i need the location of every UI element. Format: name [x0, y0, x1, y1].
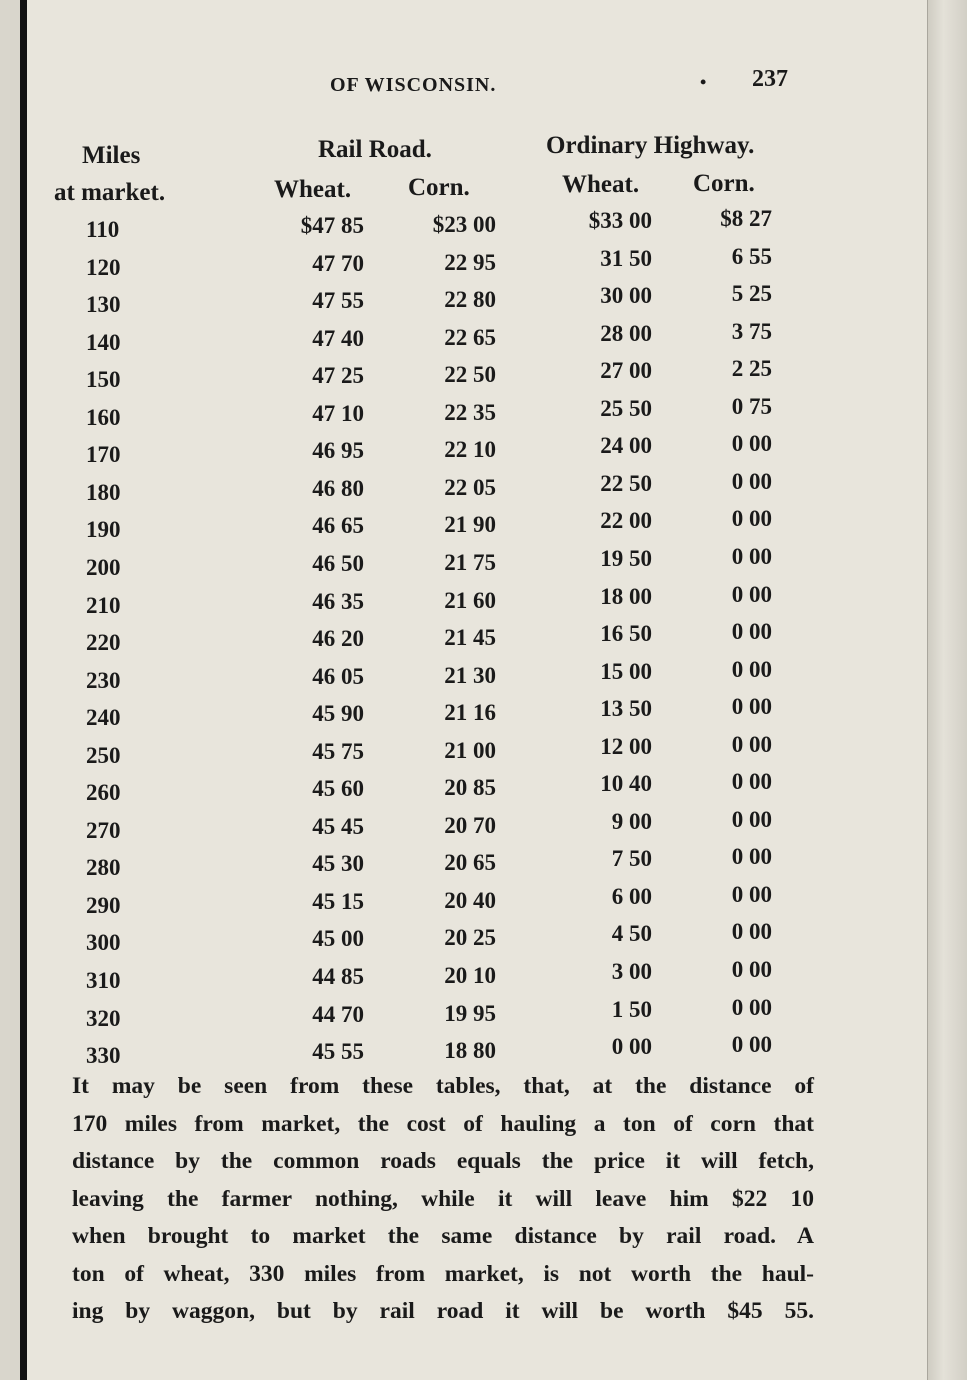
rr-wheat-cell: 47 70 [312, 250, 364, 276]
rail-road-header: Rail Road. [318, 136, 432, 163]
hw-corn-cell: 0 00 [731, 431, 772, 457]
hw-wheat-cell: 10 40 [600, 771, 652, 797]
rr-wheat-cell: $47 85 [300, 213, 364, 238]
miles-cell: 230 [86, 667, 121, 693]
hw-wheat-cell: 28 00 [600, 320, 652, 346]
rr-corn-cell: 22 35 [444, 399, 496, 425]
rr-corn-cell: 22 80 [444, 287, 496, 313]
hw-wheat-cell: 22 00 [600, 508, 652, 534]
page-edge [927, 0, 967, 1380]
hw-corn-cell: 6 55 [731, 243, 772, 269]
rr-corn-cell: 18 80 [444, 1038, 496, 1064]
hw-wheat-cell: 12 00 [600, 733, 652, 759]
rr-corn-cell: 20 25 [444, 925, 496, 951]
hw-wheat-cell: 0 00 [611, 1034, 652, 1060]
miles-cell: 290 [86, 892, 121, 918]
running-head: OF WISCONSIN. [330, 74, 497, 96]
hw-wheat-cell: 22 50 [600, 470, 652, 496]
rr-corn-cell: 21 75 [444, 549, 496, 575]
rr-wheat-cell: 47 25 [312, 363, 364, 389]
hw-wheat-cell: 18 00 [600, 583, 652, 609]
hw-corn-cell: 0 00 [731, 1032, 772, 1058]
hw-corn-cell: 0 00 [731, 656, 772, 682]
rr-wheat-cell: 45 45 [312, 813, 364, 839]
rr-corn-cell: 20 10 [444, 963, 496, 988]
hw-wheat-cell: 27 00 [600, 358, 652, 384]
miles-cell: 240 [86, 705, 121, 731]
miles-cell: 330 [86, 1043, 121, 1069]
miles-cell: 300 [86, 930, 121, 956]
miles-cell: 190 [86, 517, 121, 543]
rr-wheat-cell: 45 15 [312, 888, 364, 914]
rr-wheat-cell: 45 90 [312, 701, 364, 727]
rr-corn-cell: 22 05 [444, 474, 496, 500]
paragraph-line: It may be seen from these tables, that, at the distance of [72, 1073, 814, 1099]
rr-corn-header: Corn. [408, 174, 470, 201]
hw-wheat-cell: 7 50 [611, 846, 652, 872]
rr-wheat-cell: 47 55 [312, 288, 364, 314]
hw-corn-cell: 0 00 [731, 957, 772, 982]
hw-wheat-cell: 3 00 [611, 959, 652, 984]
hw-wheat-cell: 31 50 [600, 245, 652, 271]
rr-wheat-cell: 47 10 [312, 400, 364, 426]
rr-wheat-cell: 46 65 [312, 513, 364, 539]
rr-corn-cell: 21 30 [444, 662, 496, 688]
rr-corn-cell: 20 65 [444, 850, 496, 876]
rr-corn-cell: $23 00 [432, 212, 496, 237]
hw-wheat-cell: 1 50 [611, 996, 652, 1022]
highway-header: Ordinary Highway. [546, 132, 755, 159]
rr-wheat-cell: 45 30 [312, 851, 364, 877]
miles-cell: 140 [86, 329, 121, 355]
hw-corn-cell: 0 00 [731, 881, 772, 907]
miles-cell: 120 [86, 254, 121, 280]
hw-wheat-cell: 30 00 [600, 283, 652, 309]
miles-cell: 150 [86, 367, 121, 393]
miles-cell: 110 [86, 217, 120, 242]
hw-wheat-cell: 19 50 [600, 545, 652, 571]
rr-wheat-cell: 46 80 [312, 475, 364, 501]
rr-corn-cell: 22 65 [444, 324, 496, 350]
miles-cell: 310 [86, 968, 121, 993]
hw-wheat-cell: $33 00 [588, 208, 652, 233]
rr-corn-cell: 22 50 [444, 362, 496, 388]
rr-wheat-cell: 46 50 [312, 550, 364, 576]
rr-wheat-cell: 46 20 [312, 626, 364, 652]
rr-wheat-cell: 44 70 [312, 1001, 364, 1027]
page-number: 237 [752, 66, 788, 92]
hw-corn-cell: 0 00 [731, 468, 772, 494]
rr-corn-cell: 22 10 [444, 437, 496, 463]
hw-corn-cell: 0 00 [731, 581, 772, 607]
rr-wheat-cell: 47 40 [312, 325, 364, 351]
hw-wheat-cell: 6 00 [611, 883, 652, 909]
hw-corn-cell: 5 25 [731, 281, 772, 307]
rr-corn-cell: 21 90 [444, 512, 496, 538]
hw-corn-cell: 2 25 [731, 356, 772, 382]
hw-corn-header: Corn. [693, 170, 755, 197]
hw-corn-cell: 0 00 [731, 844, 772, 870]
hw-corn-cell: 0 00 [731, 619, 772, 645]
rr-wheat-cell: 46 35 [312, 588, 364, 614]
paragraph-line: leaving the farmer nothing, while it will leave him $22 10 [72, 1185, 814, 1212]
hw-corn-cell: 0 00 [731, 694, 772, 720]
printer-mark: • [700, 72, 707, 92]
rr-wheat-cell: 46 05 [312, 663, 364, 689]
miles-cell: 280 [86, 855, 121, 881]
rr-wheat-cell: 46 95 [312, 438, 364, 464]
hw-corn-cell: 0 00 [731, 769, 772, 795]
paragraph-line: ing by waggon, but by rail road it will be worth $45 55. [72, 1298, 814, 1324]
rr-corn-cell: 21 00 [444, 737, 496, 763]
hw-corn-cell: 3 75 [731, 318, 772, 344]
hw-corn-cell: 0 00 [731, 506, 772, 532]
rr-wheat-cell: 45 55 [312, 1039, 364, 1065]
hw-wheat-cell: 15 00 [600, 658, 652, 684]
rr-wheat-cell: 45 60 [312, 776, 364, 802]
miles-cell: 220 [86, 630, 121, 656]
conclusion-paragraph [72, 1068, 814, 1331]
miles-cell: 250 [86, 742, 121, 768]
rr-corn-cell: 20 85 [444, 775, 496, 801]
rr-corn-cell: 21 60 [444, 587, 496, 613]
rr-corn-cell: 21 45 [444, 625, 496, 651]
miles-cell: 210 [86, 592, 121, 618]
rr-wheat-cell: 45 75 [312, 738, 364, 764]
hw-wheat-cell: 16 50 [600, 621, 652, 647]
miles-cell: 170 [86, 442, 121, 468]
hw-wheat-cell: 24 00 [600, 433, 652, 459]
hw-corn-cell: $8 27 [720, 206, 772, 231]
hw-wheat-cell: 9 00 [611, 808, 652, 834]
hw-corn-cell: 0 00 [731, 919, 772, 945]
rr-corn-cell: 20 70 [444, 812, 496, 838]
hw-wheat-header: Wheat. [562, 171, 640, 198]
hw-corn-cell: 0 75 [731, 393, 772, 419]
miles-header-bottom: at market. [54, 179, 166, 206]
paragraph-line: 170 miles from market, the cost of hauling a ton of corn that [72, 1110, 814, 1137]
hw-corn-cell: 0 00 [731, 806, 772, 832]
miles-cell: 130 [86, 292, 121, 318]
rr-wheat-cell: 45 00 [312, 926, 364, 952]
rr-corn-cell: 21 16 [444, 700, 496, 726]
hw-corn-cell: 0 00 [731, 731, 772, 757]
miles-header-top: Miles [82, 142, 141, 169]
miles-cell: 270 [86, 817, 121, 843]
hw-wheat-cell: 25 50 [600, 395, 652, 421]
hw-wheat-cell: 4 50 [611, 921, 652, 947]
miles-cell: 180 [86, 479, 121, 505]
paragraph-line: when brought to market the same distance by rail road. A [72, 1223, 814, 1249]
miles-cell: 200 [86, 554, 121, 580]
hw-corn-cell: 0 00 [731, 543, 772, 569]
rr-corn-cell: 20 40 [444, 887, 496, 913]
rr-corn-cell: 19 95 [444, 1000, 496, 1026]
hw-wheat-cell: 13 50 [600, 696, 652, 722]
miles-cell: 260 [86, 780, 121, 806]
hw-corn-cell: 0 00 [731, 994, 772, 1020]
rr-corn-cell: 22 95 [444, 249, 496, 275]
paragraph-line: distance by the common roads equals the price it will fetch, [72, 1148, 814, 1174]
miles-cell: 160 [86, 404, 121, 430]
rr-wheat-header: Wheat. [274, 176, 352, 203]
paragraph-line: ton of wheat, 330 miles from market, is not worth the haul- [72, 1260, 814, 1287]
miles-cell: 320 [86, 1005, 121, 1031]
rr-wheat-cell: 44 85 [312, 964, 364, 989]
